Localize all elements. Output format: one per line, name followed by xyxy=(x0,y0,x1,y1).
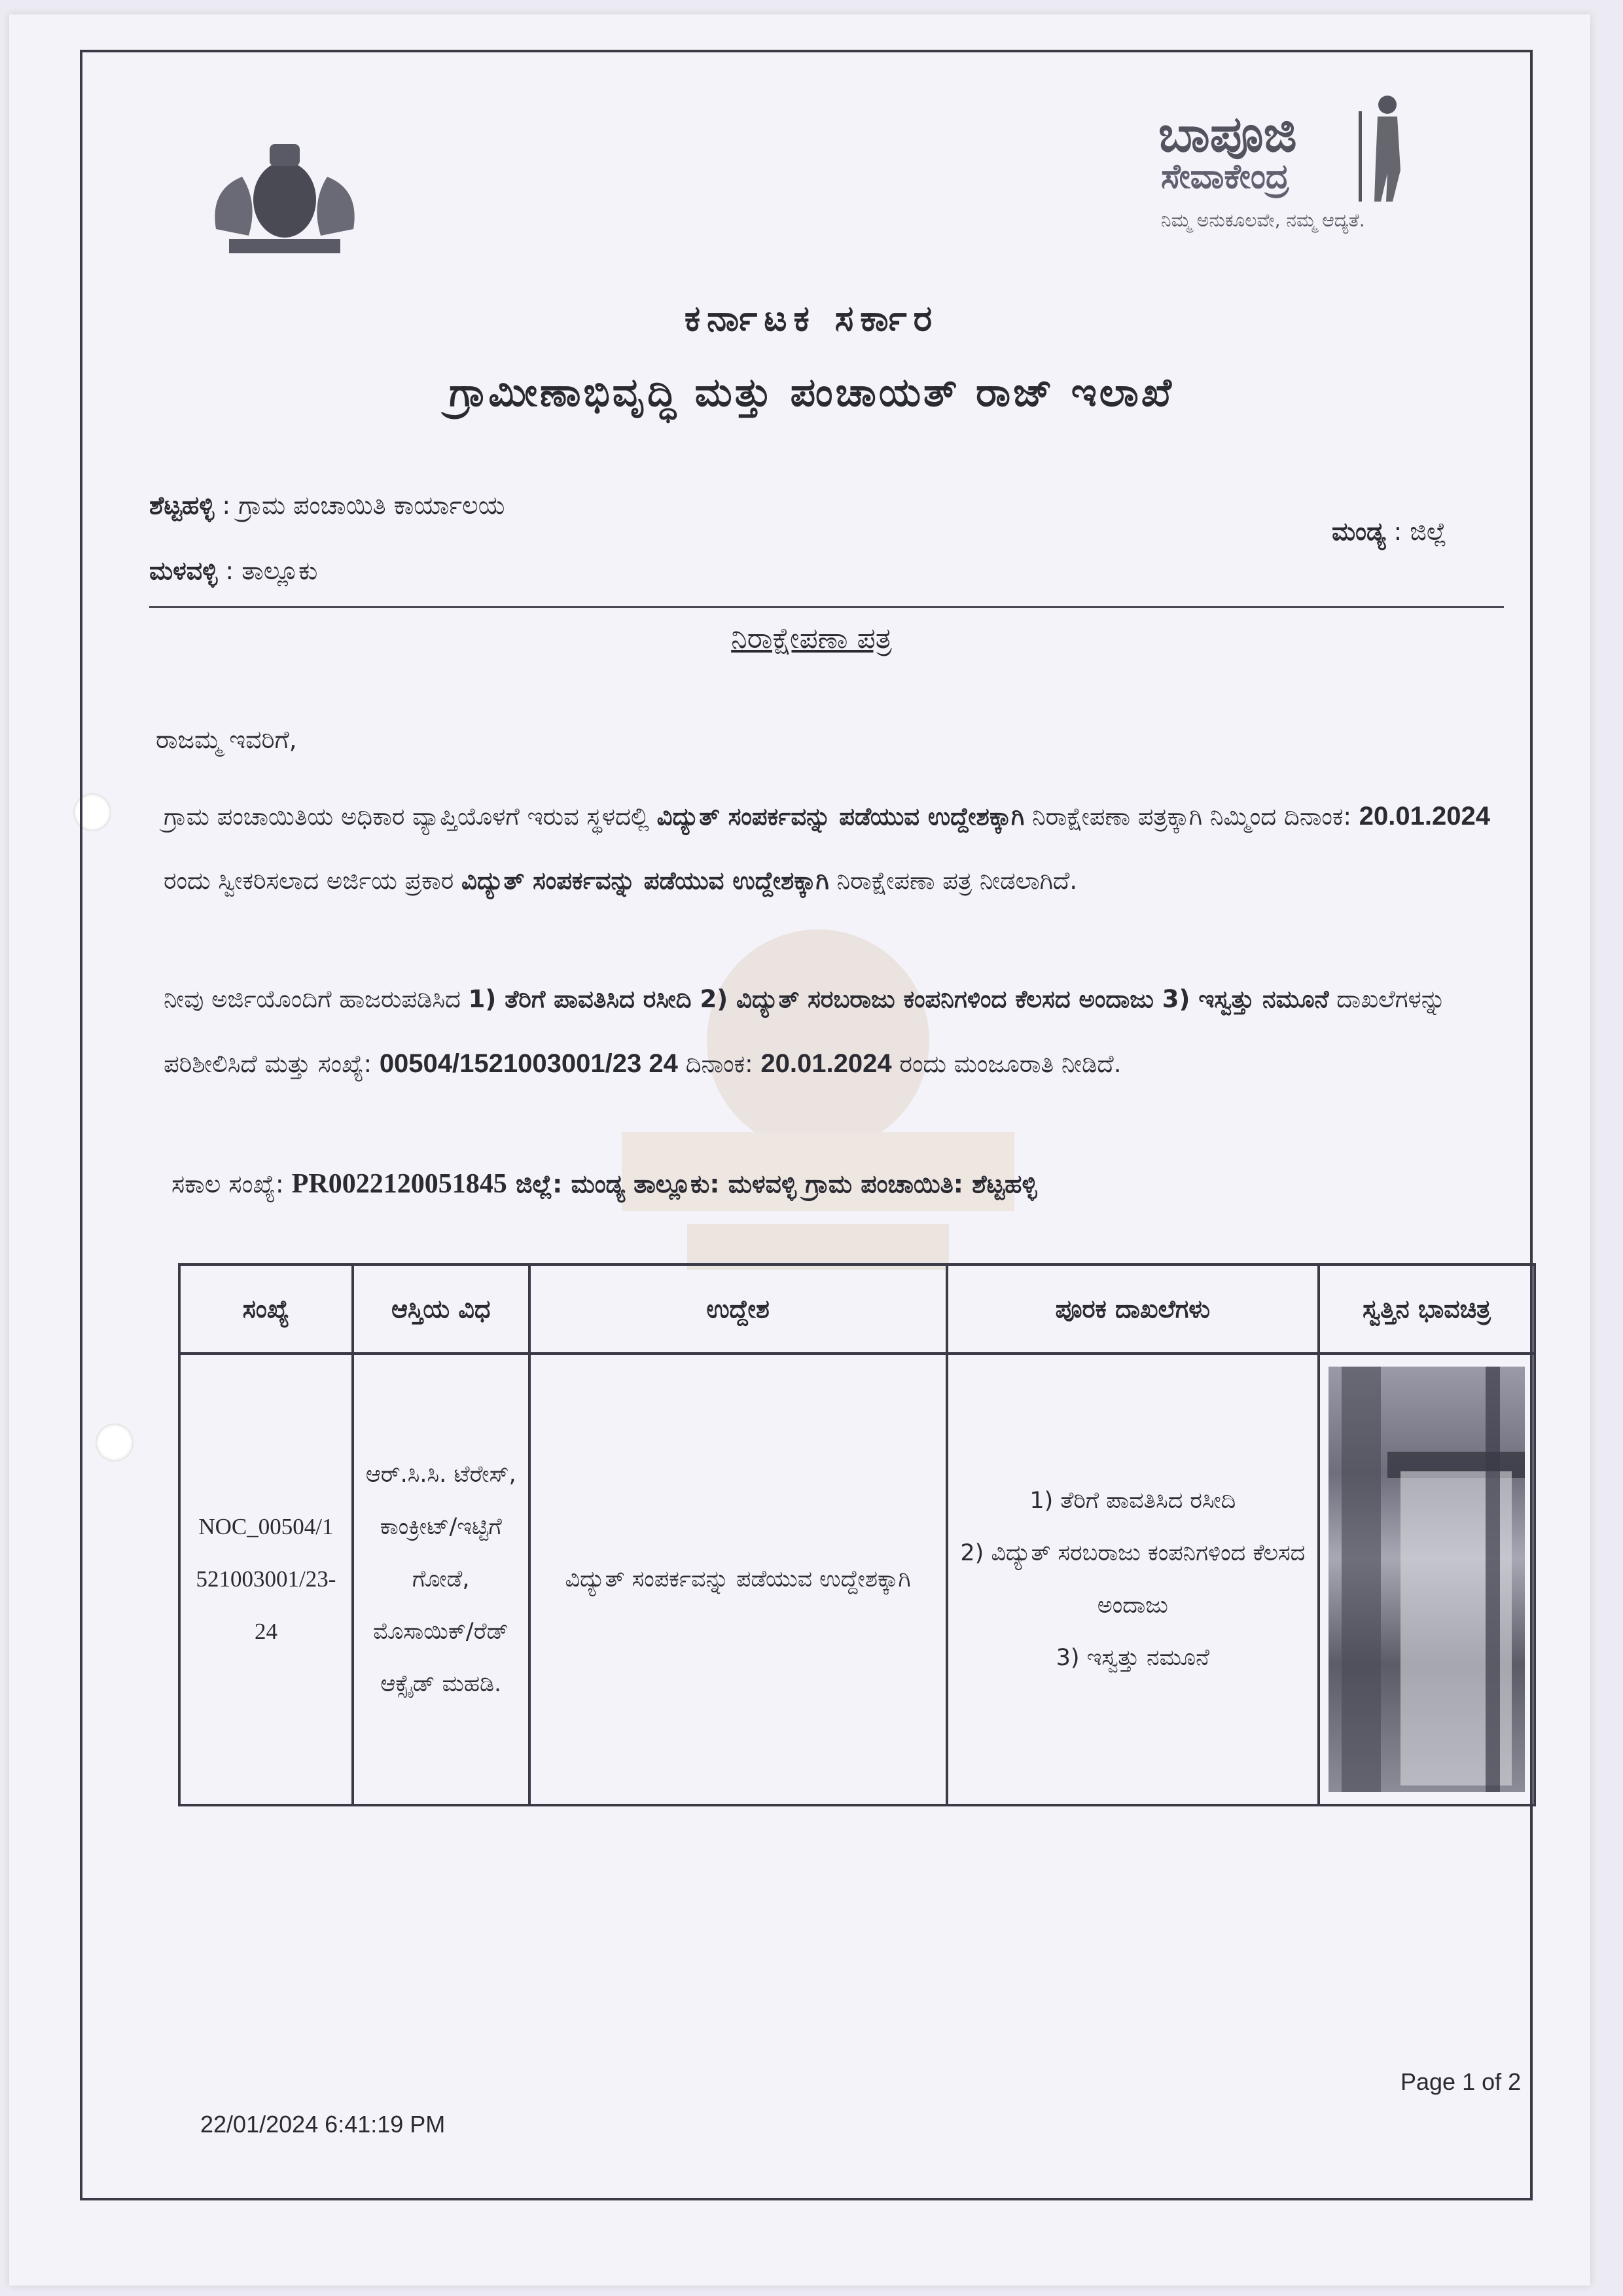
document-item: 3) ಇಸ್ವತ್ತು ನಮೂನೆ xyxy=(1056,1645,1209,1671)
taluk-suffix: : ತಾಲ್ಲೂಕು xyxy=(217,556,318,585)
noc-table xyxy=(178,1263,1536,1806)
header-number: ಸಂಖ್ಯೆ xyxy=(179,1265,353,1354)
bapuji-sevakendra-logo xyxy=(1158,92,1433,249)
noc-number: NOC_00504/1 521003001/23- 24 xyxy=(179,1354,353,1805)
header-divider xyxy=(149,606,1504,608)
logo-subtitle: ಸೇವಾಕೇಂದ್ರ xyxy=(1161,157,1289,196)
document-item: 2) ವಿದ್ಯುತ್ ಸರಬರಾಜು ಕಂಪನಿಗಳಿಂದ ಕೆಲಸದ ಅಂದಾಜು xyxy=(960,1540,1306,1619)
header-purpose: ಉದ್ದೇಶ xyxy=(529,1265,947,1354)
property-type: ಆರ್.ಸಿ.ಸಿ. ಟೆರೇಸ್, ಕಾಂಕ್ರೀಟ್/ಇಟ್ಟಿಗೆ ಗೋಡೆ, ಮೊಸಾಯಿಕ್/ರೆಡ್ ಆಕ್ಸೈಡ್ ಮಹಡಿ. xyxy=(353,1354,529,1805)
p2-number: 00504/1521003001/23 24 xyxy=(379,1049,678,1078)
p2-text-a: ನೀವು ಅರ್ಜಿಯೊಂದಿಗೆ ಹಾಜರುಪಡಿಸಿದ xyxy=(164,985,469,1013)
p1-text-f: ನಿರಾಕ್ಷೇಪಣಾ ಪತ್ರ ನೀಡಲಾಗಿದೆ. xyxy=(829,867,1078,895)
logo-tagline: ನಿಮ್ಮ ಅನುಕೂಲವೇ, ನಮ್ಮ ಆದ್ಯತೆ. xyxy=(1161,209,1365,231)
p2-text-e: ರಂದು ಮಂಜೂರಾತಿ ನೀಡಿದೆ. xyxy=(891,1050,1122,1078)
sakala-label: ಸಕಾಲ ಸಂಖ್ಯೆ: xyxy=(171,1170,292,1198)
property-photo xyxy=(1329,1367,1525,1792)
header-photo: ಸ್ವತ್ತಿನ ಭಾವಚಿತ್ರ xyxy=(1319,1265,1535,1354)
table-header-row xyxy=(179,1265,1535,1354)
government-title: ಕರ್ನಾಟಕ ಸರ್ಕಾರ xyxy=(684,298,939,339)
document-heading: ನಿರಾಕ್ಷೇಪಣಾ ಪತ್ರ xyxy=(731,622,892,655)
p1-date: 20.01.2024 xyxy=(1359,802,1490,831)
p2-documents: 1) ತೆರಿಗೆ ಪಾವತಿಸಿದ ರಸೀದಿ 2) ವಿದ್ಯುತ್ ಸರಬರಾಜು ಕಂಪನಿಗಳಿಂದ ಕೆಲಸದ ಅಂದಾಜು 3) ಇಸ್ವತ್ತು ನಮೂನೆ xyxy=(468,985,1329,1013)
sakala-line xyxy=(171,1168,1037,1200)
purpose: ವಿದ್ಯುತ್ ಸಂಪರ್ಕವನ್ನು ಪಡೆಯುವ ಉದ್ದೇಶಕ್ಕಾಗಿ xyxy=(529,1354,947,1805)
karnataka-emblem-icon xyxy=(196,131,373,262)
logo-title: ಬಾಪೂಜಿ xyxy=(1158,105,1297,163)
office-suffix: : ಗ್ರಾಮ ಪಂಚಾಯಿತಿ ಕಾರ್ಯಾಲಯ xyxy=(214,491,505,520)
district-suffix: : ಜಿಲ್ಲೆ xyxy=(1385,517,1447,546)
paragraph-1 xyxy=(164,784,1492,913)
document-item: 1) ತೆರಿಗೆ ಪಾವತಿಸಿದ ರಸೀದಿ xyxy=(1029,1488,1236,1514)
document-heading-wrap xyxy=(0,622,1623,655)
taluk-name: ಮಳವಳ್ಳಿ xyxy=(149,556,218,585)
p1-text-a: ಗ್ರಾಮ ಪಂಚಾಯಿತಿಯ ಅಧಿಕಾರ ವ್ಯಾಪ್ತಿಯೊಳಗೆ ಇರುವ ಸ್ಥಳದಲ್ಲಿ xyxy=(164,802,657,831)
salutation: ರಾಜಮ್ಮ ಇವರಿಗೆ, xyxy=(156,725,297,754)
gandhi-figure-icon xyxy=(1348,92,1427,203)
supporting-documents xyxy=(947,1354,1319,1805)
district-name: ಮಂಡ್ಯ xyxy=(1332,517,1386,546)
office-name: ಶೆಟ್ಟಹಳ್ಳಿ xyxy=(149,491,215,520)
office-line xyxy=(149,491,505,520)
header-documents: ಪೂರಕ ದಾಖಲೆಗಳು xyxy=(947,1265,1319,1354)
sakala-location: ಜಿಲ್ಲೆ: ಮಂಡ್ಯ ತಾಲ್ಲೂಕು: ಮಳವಳ್ಳಿ ಗ್ರಾಮ ಪಂಚಾಯಿತಿ: ಶೆಟ್ಟಹಳ್ಳಿ xyxy=(507,1170,1037,1198)
sakala-number: PR0022120051845 xyxy=(291,1169,507,1199)
header-property-type: ಆಸ್ತಿಯ ವಿಧ xyxy=(353,1265,529,1354)
p2-text-c: ದಾಖಲೆಗಳನ್ನು ಪರಿಶೀಲಿಸಿದೆ ಮತ್ತು ಸಂಖ್ಯೆ: xyxy=(164,985,1446,1078)
p2-text-d: ದಿನಾಂಕ: xyxy=(677,1050,761,1078)
paragraph-2 xyxy=(164,967,1492,1096)
property-photo-cell xyxy=(1319,1354,1535,1805)
p2-date: 20.01.2024 xyxy=(760,1049,892,1078)
print-timestamp: 22/01/2024 6:41:19 PM xyxy=(200,2111,446,2138)
district-line xyxy=(1332,517,1447,547)
p1-purpose-2: ವಿದ್ಯುತ್ ಸಂಪರ್ಕವನ್ನು ಪಡೆಯುವ ಉದ್ದೇಶಕ್ಕಾಗಿ xyxy=(461,867,829,895)
page-number: Page 1 of 2 xyxy=(1400,2068,1522,2095)
p1-text-d: ರಂದು ಸ್ವೀಕರಿಸಲಾದ ಅರ್ಜಿಯ ಪ್ರಕಾರ xyxy=(164,867,462,895)
department-title: ಗ್ರಾಮೀಣಾಭಿವೃದ್ಧಿ ಮತ್ತು ಪಂಚಾಯತ್ ರಾಜ್ ಇಲಾಖೆ xyxy=(449,370,1174,416)
p1-purpose: ವಿದ್ಯುತ್ ಸಂಪರ್ಕವನ್ನು ಪಡೆಯುವ ಉದ್ದೇಶಕ್ಕಾಗಿ xyxy=(656,802,1025,831)
taluk-line xyxy=(149,556,317,586)
p1-text-c: ನಿರಾಕ್ಷೇಪಣಾ ಪತ್ರಕ್ಕಾಗಿ ನಿಮ್ಮಿಂದ ದಿನಾಂಕ: xyxy=(1024,802,1359,831)
table-row xyxy=(179,1354,1535,1805)
